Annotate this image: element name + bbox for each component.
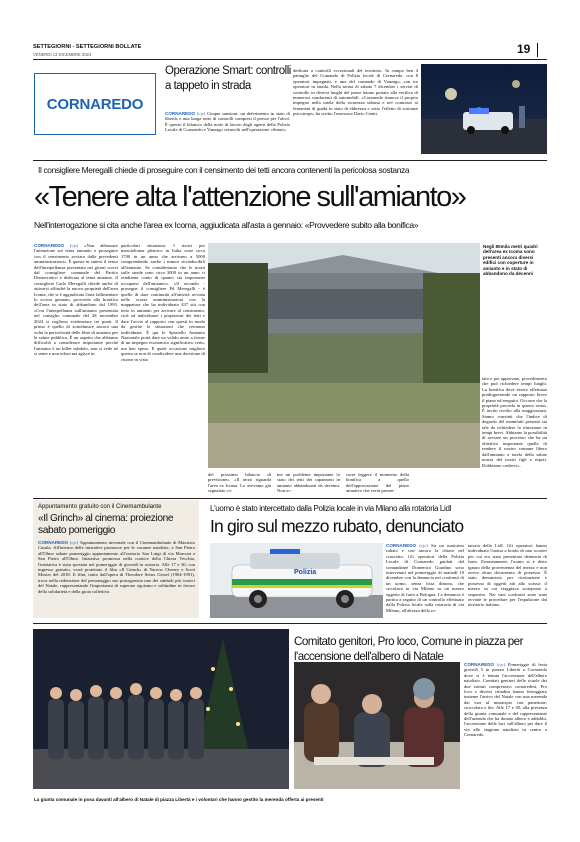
issue-date: VENERDÌ 13 DICEMBRE 2024 — [33, 52, 92, 57]
smart-text-1: Cinque sanzioni, un deferimento in stato di libertà, e una lunga serie di controlli compresi il presso per l'alcol. È questo il bilancio della notte di lavoro degli agenti della Polizia Locale di Cornaredo e Vanzago coinvolti nell'operazione «Smart» — [165, 111, 290, 133]
amianto-kicker: CORNAREDO — [34, 243, 65, 248]
paper-name: SETTEGIORNI - SETTEGIORNI BOLLATE — [33, 44, 142, 50]
police-car-photo — [210, 543, 383, 618]
grinch-overline: Appuntamento gratuito con il Cinemambulante — [38, 504, 162, 510]
smart-column-1 — [165, 111, 290, 153]
amianto-column-5: corre leggere il momento della bonifica a quello dell'approvazione del piano attuativo che verrà presen- — [346, 472, 409, 494]
grinch-text — [38, 540, 195, 616]
natale-kicker: CORNAREDO — [464, 662, 495, 667]
giunta-image — [33, 629, 289, 789]
smart-kicker: CORNAREDO — [165, 111, 196, 116]
police-night-photo — [421, 64, 547, 154]
icoma-caption-box — [480, 243, 547, 373]
mezzo-bottom-rule — [33, 623, 547, 624]
grinch-tag: (cjc) — [69, 540, 79, 545]
section-label: CORNAREDO — [34, 73, 156, 135]
amianto-tag: (cjc) — [69, 243, 79, 248]
amianto-overline: Il consigliere Meregalli chiede di proseguire con il censimento dei tetti ancora contenenti la pericolosa sostanza — [38, 165, 410, 175]
mezzo-kicker: CORNAREDO — [386, 543, 417, 548]
police-car-label: Polizia — [294, 569, 317, 576]
giunta-photo — [33, 629, 289, 789]
grinch-headline: «Il Grinch» al cinema: proiezione sabato pomeriggio — [38, 513, 174, 537]
icoma-area-image — [208, 243, 480, 468]
smart-column-2: dedicata a controlli eccezionali del territorio. In campo ben 4 pattuglie del Comando di Polizia locale di Cornaredo, con 8 operatori impegnati, e una del comando di Vanzago, con tre operatori in strada. Nella serata di sabato 7 dicembre i servizi di controllo in diversi luoghi del paese hanno portato alla verifica di numerosi conducenti di automobili. «Cornaredo rinnova il proprio impegno nella tutela della sicurezza urbana e nel contrasto ai fenomeni di guida in stato di ebbrezza e sotto l'effetto di sostanze psicotrope» ha scritto l'assessore Dario Ceniti. — [293, 68, 418, 117]
amianto-column-1 — [34, 243, 118, 495]
header-rule — [33, 59, 547, 60]
natale-text — [464, 662, 547, 789]
amianto-bottom-rule — [33, 498, 547, 499]
volunteers-image — [294, 662, 460, 789]
header-separator — [537, 43, 538, 57]
police-car-image — [210, 543, 383, 618]
grinch-kicker: CORNAREDO — [38, 540, 69, 545]
natale-headline: Comitato genitori, Pro loco, Comune in piazza per l'accensione dell'albero di Natale — [294, 635, 523, 663]
amianto-column-4: me un problema importante lo stato dei tetti dei capannoni in amianto abbandonati da decenni. Non oc- — [277, 472, 340, 494]
amianto-column-2: particolari situazioni. I morti per mesotelioma pleurico in Italia sono circa 1700 in un anno che arrivano a 5000 comprendendo anche i tumori riconducibili all'amianto. Se consideriamo che le morti sulle strade sono circa 3000 in un anno ci rendiamo conto di quanto sia importante occuparsi dell'amianto». «Il secondo - prosegue il consigliere Pd Meregalli - è quello di dare continuità all'attività avviata nelle scorse amministrazioni con la mappatura che ha individuato 437 siti con tetto in amianto per arrivare al censimento, cioè ad individuare i proprietari dei tetti e dare l'avvio al rapporto con questi in modo da gestire le situazioni che verranno individuate. È qui lo Sportello Amianto Nazionale potrà dare un valido aiuto a fronte di un impegno economico significativo certo, ma ben speso. E quale occasione migliore questa se non di condividere una decisione di risorse in vista — [121, 243, 205, 362]
amianto-headline: «Tenere alta l'attenzione sull'amianto» — [34, 181, 466, 213]
icoma-caption: Negli 80mila metri quadri dell'area ex Icoma sono presenti ancora diversi edifici con coperture in amianto e in stato di abbandono da decenni — [483, 244, 538, 277]
amianto-text-1: «Non abbassare l'attenzione sul tema amianto e proseguire con il censimento avviato dalle precedenti amministrazioni». È questa in sintesi il senso dell'interpellanza presentata nei giorni scorsi dal consigliere comunale del Partito Democratico e dedicata al tema amianto. Il consigliere Carlo Meregalli chiede anche di attivarsi affinché la nuova proprietà dell'area Icoma, che si è aggiudicata l'asta fallimentare lo scorso gennaio, provveda alla bonifica dell'area in stato di abbandono dal 1993. «Con l'interpellanza sull'amianto presentata nel consiglio comunale del 28 novembre 2024 si vogliono evidenziare tre punti. Il primo è quello di sottolineare ancora una volta la pericolosità delle fibre di amianto per la salute pubblica. È un aspetto che abbiamo difficoltà a considerare importante perché l'amianto è un killer subdolo, non si vede né si sente e non odora ma agisce in — [34, 243, 118, 357]
smart-tag: (cjc) — [196, 111, 206, 116]
icoma-area-photo — [208, 243, 480, 468]
volunteers-photo — [294, 662, 460, 789]
page-number: 19 — [517, 42, 531, 56]
natale-body: Pomeriggio di festa giovedì 5 in piazza Libertà a Cornaredo dove si è tenuta l'accensione dell'albero natalizio. Comitati genitori delle scuole dei due istituti comprensivi cornaredesi, Pro loco e diversi cittadini hanno festeggiato insieme l'arrivo del Natale con una merenda dai vari al municipio con panettone, cioccolata e the. Alle 17 e 30, alla presenza della giunta comunale e del rappresentante dell'azienda che ha donato albero e addobbi, l'accensione delle luci sull'albero per dare il via alle stagione natalizia in centro a Cornaredo. — [464, 662, 547, 738]
mezzo-column-1 — [386, 543, 464, 619]
natale-tag: (cjc) — [496, 662, 506, 667]
mezzo-headline: In giro sul mezzo rubato, denunciato — [210, 516, 464, 536]
mezzo-overline: L'uomo è stato intercettato dalla Polizia locale in via Milano alla rotatoria Lidl — [210, 504, 451, 513]
police-night-image — [421, 64, 547, 154]
smart-title: Operazione Smart: controlli a tappeto in strada — [165, 65, 291, 92]
mezzo-tag: (cjc) — [419, 543, 428, 548]
amianto-column-3: del prossimo bilancio di previsione». «Il terzo riguarda l'area ex Icoma. Lo avevamo già segnalato co- — [208, 472, 271, 494]
natale-caption: La giunta comunale in posa davanti all'albero di Natale di piazza Libertà e i volontari che hanno gestito la merenda offerta ai presenti — [34, 797, 324, 802]
grinch-body: Appuntamento invernale con il Cinemambulante di Maurizio Casula. All'interno delle iniziative promosse per le vacanze natalizie, a San Pietro all'Olmo sabato pomeriggio appuntamento all'oratorio San Luigi di via Marconi a San Pietro all'Olmo. Iniziativa promossa nella cornice della Chiesa Vecchia, l'iniziativa è stata spostata nel pomeriggio di giovedì in oratorio. Alle 17 e 30, con ingresso gratuito, verrà proiettato il film «Il Grinch» di Yarrow Cheney e Scott Mosier del 2018. Il film, tratto dall'opera di Theodore Seuss Geisel (1904-1991), trova nella redenzione del personaggio suo protagonista uno dei simboli più iconici del Natale, rappresentando l'importanza di superare egoismo e solitudine in favore della solidarietà e della gioia collettiva. — [38, 540, 195, 594]
amianto-top-rule — [33, 160, 547, 161]
mezzo-text-1: Su un motorino rubato e con ancora la chiave nel cruscotto. Gli operatori della Polizia Locale di Cornaredo guidati dal comandante Domenico Giardino sono intervenuti nel pomeriggio di martedì 10 dicembre con la denuncia nei confronti di un uomo, senza fissa dimora, che circolava in via Milano su un mezzo oggetto di furto a Bologna. La denuncia è partita a seguito di un controllo effettuato dalla Polizia locale sulla rotatoria di via Milano, all'altezza della ro- — [386, 543, 464, 613]
amianto-column-6: tato e poi approvato, procedimento che può richiedere tempi lunghi. La bonifica deve essere effettuata prediqpresendo un rapporto breve il piano ed eseguito. Occorre che la proprietà proceda in questo senso. È invito rivolto alla maggioranza. Siamo convinti che l'indice di degrado del manufatti presenti sia tale da richiedere la rimozione in tempi brevi. Abbiamo la possibilità di avviare un processo che ha un obiettivo importante quello di rendere il nostro comune libero dall'amianto a tutela della salute nostra del nostri figli e nipoti. Dobbiamo crederci». — [482, 376, 547, 468]
amianto-subhead: Nell'interrogazione si cita anche l'area ex Icoma, aggiudicata all'asta a gennaio: «Provvedere subito alla bonifica» — [34, 220, 419, 230]
mezzo-column-2: tatoria della Lidl. Gli operatori hanno individuato l'uomo a bordo di uno scooter per cui era stata presentata denuncia di furto. Erroneamente, l'uomo si è detto ignaro della provenienza del mezzo e non aveva alcun documento di possesso. È stato denunciato per ricettazione e possesso di oggetti atti allo scasso: il mezzo su cui viaggiava sottoposto a sequestro. Nei suoi confronti sono state avviate le procedure per l'espulsione dal territorio italiano. — [468, 543, 547, 608]
